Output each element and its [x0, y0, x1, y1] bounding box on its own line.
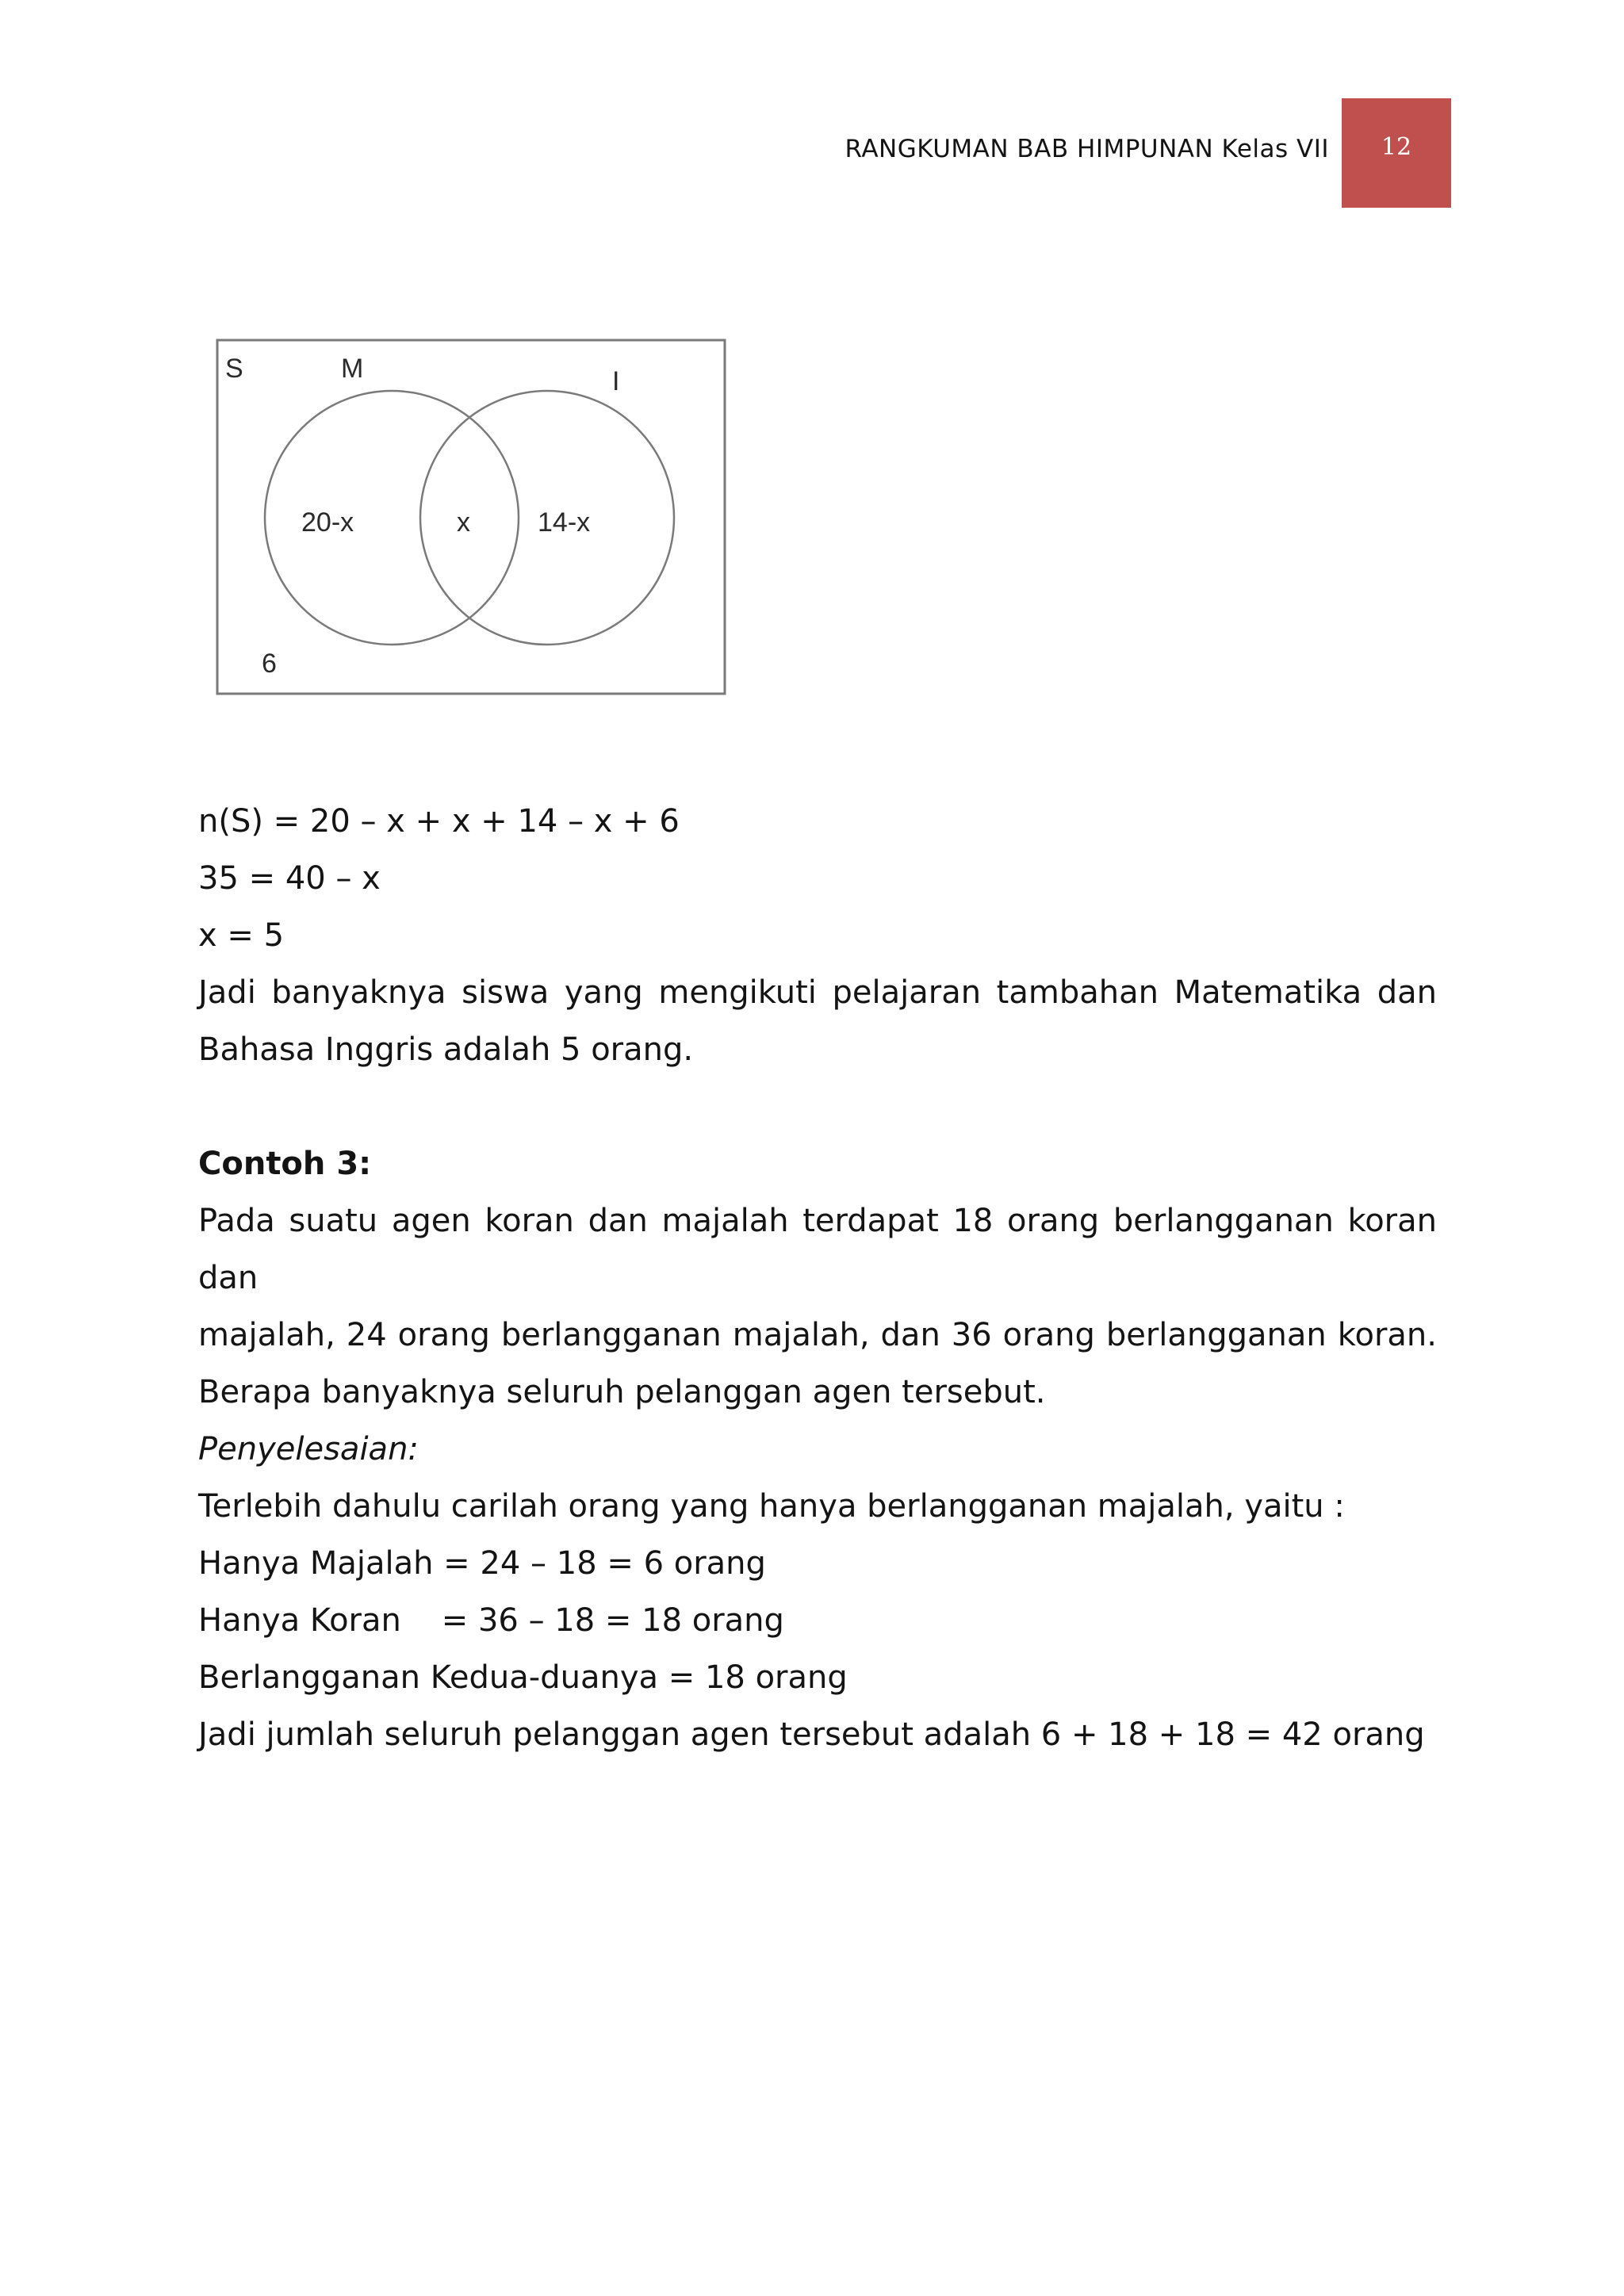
universe-rect — [217, 340, 725, 694]
equation-3: x = 5 — [198, 917, 285, 954]
solution-label: Penyelesaian: — [198, 1431, 419, 1468]
set-m-label: M — [341, 354, 364, 384]
conclusion-line-1: Jadi banyaknya siswa yang mengikuti pelajaran tambahan Matematika dan — [198, 974, 1437, 1011]
step-both: Berlangganan Kedua-duanya = 18 orang — [198, 1659, 848, 1696]
paragraph-gap — [198, 1078, 1437, 1135]
solution-intro: Terlebih dahulu carilah orang yang hanya berlangganan majalah, yaitu : — [198, 1488, 1345, 1525]
equation-2: 35 = 40 – x — [198, 860, 381, 897]
page-header — [0, 0, 1624, 214]
page-number-badge — [1342, 98, 1451, 208]
step-only-magazine: Hanya Majalah = 24 – 18 = 6 orang — [198, 1545, 766, 1582]
problem-line-2: majalah, 24 orang berlangganan majalah, dan 36 orang berlangganan koran. — [198, 1317, 1437, 1353]
region-outside: 6 — [262, 649, 277, 679]
page-number: 12 — [1381, 133, 1412, 161]
final-answer: Jadi jumlah seluruh pelanggan agen tersebut adalah 6 + 18 + 18 = 42 orang — [198, 1716, 1425, 1753]
region-only-m: 20-x — [301, 507, 354, 538]
set-i-label: I — [612, 366, 620, 396]
venn-diagram-svg — [213, 336, 726, 698]
conclusion-line-2: Bahasa Inggris adalah 5 orang. — [198, 1031, 694, 1068]
document-body — [198, 793, 1437, 1763]
problem-line-3: Berapa banyaknya seluruh pelanggan agen tersebut. — [198, 1374, 1046, 1410]
venn-diagram — [213, 336, 726, 698]
step-only-newspaper: Hanya Koran = 36 – 18 = 18 orang — [198, 1602, 784, 1639]
region-intersection: x — [457, 507, 470, 538]
example-heading: Contoh 3: — [198, 1146, 372, 1182]
universe-label: S — [225, 354, 243, 384]
problem-line-1: Pada suatu agen koran dan majalah terdapat 18 orang berlangganan koran dan — [198, 1203, 1437, 1296]
equation-1: n(S) = 20 – x + x + 14 – x + 6 — [198, 803, 680, 840]
region-only-i: 14-x — [538, 507, 591, 538]
header-title: RANGKUMAN BAB HIMPUNAN Kelas VII — [845, 135, 1329, 163]
